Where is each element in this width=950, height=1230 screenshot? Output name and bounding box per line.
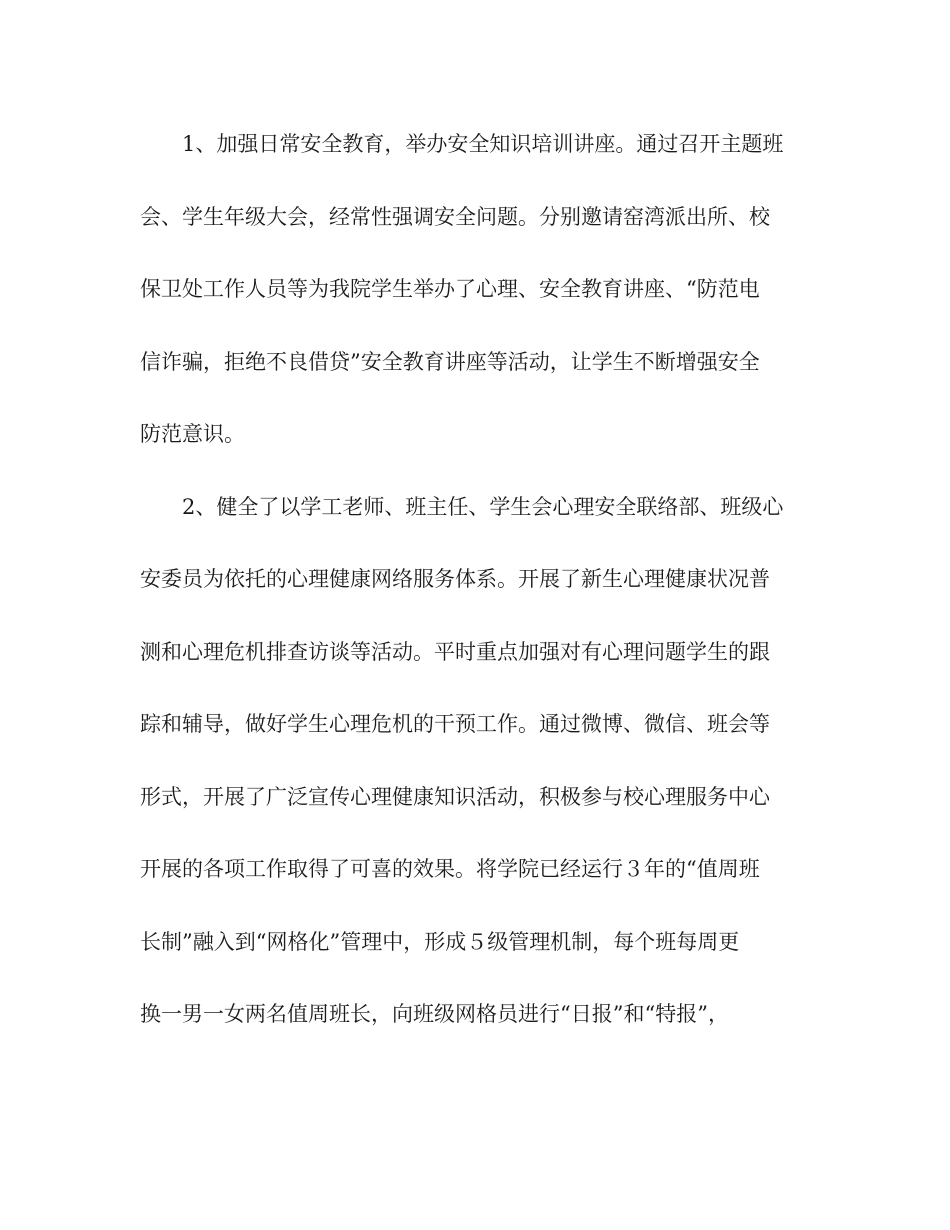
paragraph-2-line-7: 长制”融入到“网格化”管理中，形成５级管理机制，每个班每周更 [140, 929, 740, 954]
paragraph-2-line-6: 开展的各项工作取得了可喜的效果。将学院已经运行３年的“值周班 [140, 857, 760, 881]
paragraph-2-line-4: 踪和辅导，做好学生心理危机的干预工作。通过微博、微信、班会等 [140, 712, 770, 736]
paragraph-1-line-4: 信诈骗，拒绝不良借贷”安全教育讲座等活动，让学生不断增强安全 [140, 349, 760, 374]
paragraph-2-line-2: 安委员为依托的心理健康网络服务体系。开展了新生心理健康状况普 [140, 567, 770, 591]
paragraph-1-line-3: 保卫处工作人员等为我院学生举办了心理、安全教育讲座、“防范电 [140, 277, 760, 301]
paragraph-1-line-1: 1、加强日常安全教育，举办安全知识培训讲座。通过召开主题班 [182, 132, 784, 156]
body-text [140, 118, 808, 1061]
paragraph-1-line-2: 会、学生年级大会，经常性强调安全问题。分别邀请窑湾派出所、校 [140, 204, 770, 229]
paragraph-1-line-5: 防范意识。 [140, 422, 245, 446]
paragraph-2-line-5: 形式，开展了广泛宣传心理健康知识活动，积极参与校心理服务中心 [140, 784, 770, 809]
paragraph-2-line-8: 换一男一女两名值周班长，向班级网格员进行“日报”和“特报”， [140, 1002, 729, 1026]
paragraph-2-line-1: 2、健全了以学工老师、班主任、学生会心理安全联络部、班级心 [182, 494, 784, 519]
paragraph-2-line-3: 测和心理危机排查访谈等活动。平时重点加强对有心理问题学生的跟 [140, 639, 770, 664]
